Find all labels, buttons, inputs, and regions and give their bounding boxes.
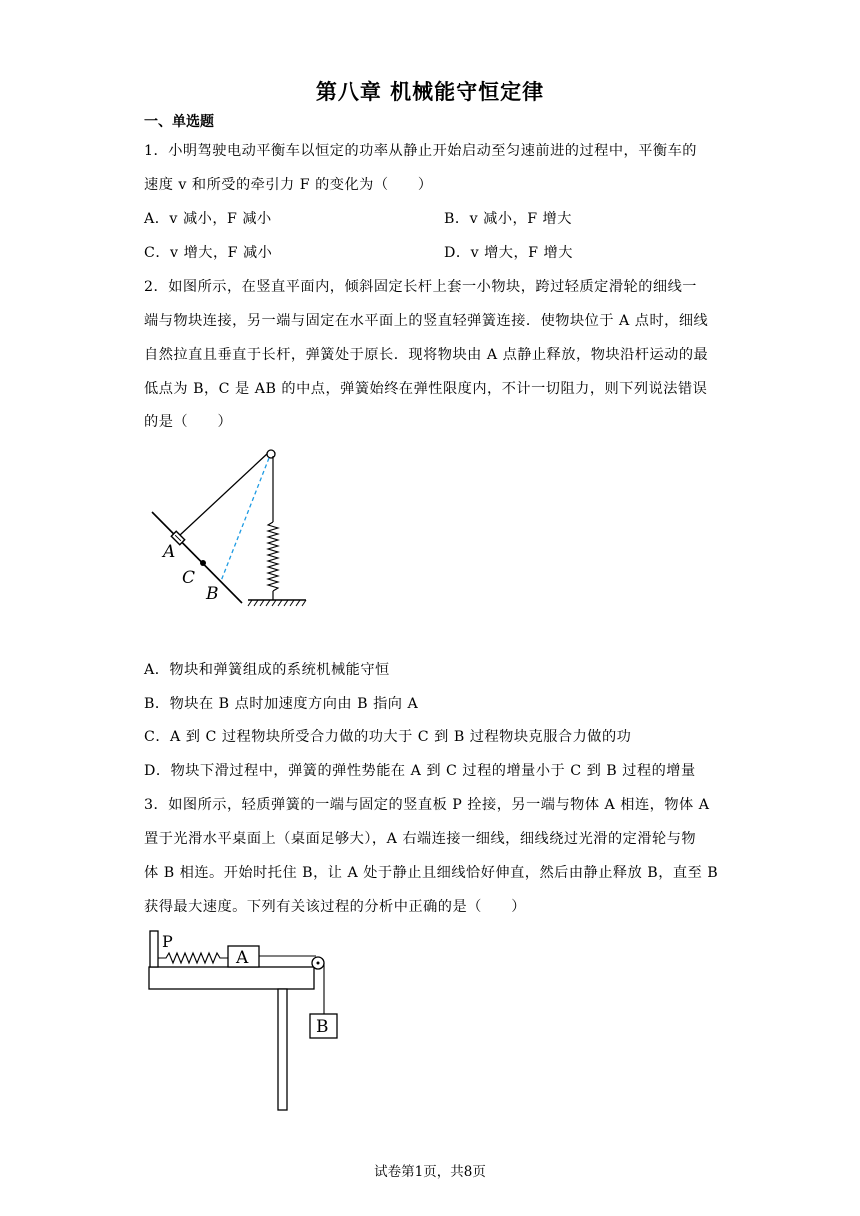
section-heading: 一、单选题	[144, 114, 214, 130]
q2-line-5: 的是（ ）	[144, 414, 233, 430]
page-title: 第八章 机械能守恒定律	[315, 80, 545, 104]
q3-line-1: 3．如图所示，轻质弹簧的一端与固定的竖直板 P 拴接，另一端与物体 A 相连，物体 A	[144, 797, 710, 813]
spring	[158, 953, 228, 963]
q2-option-d: D．物块下滑过程中，弹簧的弹性势能在 A 到 C 过程的增量小于 C 到 B 过程的增量	[144, 763, 696, 779]
q3-figure	[144, 926, 344, 1116]
q2-line-4: 低点为 B，C 是 AB 的中点，弹簧始终在弹性限度内，不计一切阻力，则下列说法错误	[144, 381, 708, 397]
q2-line-3: 自然拉直且垂直于长杆，弹簧处于原长．现将物块由 A 点静止释放，物块沿杆运动的最	[144, 347, 709, 363]
q2-option-a: A．物块和弹簧组成的系统机械能守恒	[144, 662, 390, 678]
q1-option-b: B．v 减小，F 增大	[444, 211, 572, 227]
label-a: A	[236, 948, 249, 968]
label-p: P	[162, 932, 173, 951]
q2-option-b: B．物块在 B 点时加速度方向由 B 指向 A	[144, 696, 419, 712]
label-a: A	[163, 542, 176, 562]
label-b: B	[206, 584, 219, 604]
label-c: C	[182, 568, 196, 588]
q1-option-d: D．v 增大，F 增大	[444, 245, 573, 261]
label-b: B	[316, 1017, 329, 1037]
q1-line-2: 速度 v 和所受的牵引力 F 的变化为（ ）	[144, 177, 433, 193]
q3-line-2: 置于光滑水平桌面上（桌面足够大），A 右端连接一细线，细线绕过光滑的定滑轮与物	[144, 831, 697, 847]
q1-line-1: 1．小明驾驶电动平衡车以恒定的功率从静止开始启动至匀速前进的过程中，平衡车的	[144, 143, 697, 159]
q3-line-3: 体 B 相连。开始时托住 B，让 A 处于静止且细线恰好伸直，然后由静止释放 B，直至 B	[144, 865, 719, 881]
q3-line-4: 获得最大速度。下列有关该过程的分析中正确的是（ ）	[144, 899, 526, 915]
spring	[268, 522, 278, 591]
page-footer: 试卷第1页，共8页	[374, 1164, 486, 1180]
q1-option-a: A．v 减小，F 减小	[144, 211, 272, 227]
q2-option-c: C．A 到 C 过程物块所受合力做的功大于 C 到 B 过程物块克服合力做的功	[144, 729, 632, 745]
q2-line-1: 2．如图所示，在竖直平面内，倾斜固定长杆上套一小物块，跨过轻质定滑轮的细线一	[144, 279, 697, 295]
q2-line-2: 端与物块连接，另一端与固定在水平面上的竖直轻弹簧连接．使物块位于 A 点时，细线	[144, 313, 709, 329]
q2-figure	[140, 440, 320, 615]
q1-option-c: C．v 增大，F 减小	[144, 245, 273, 261]
